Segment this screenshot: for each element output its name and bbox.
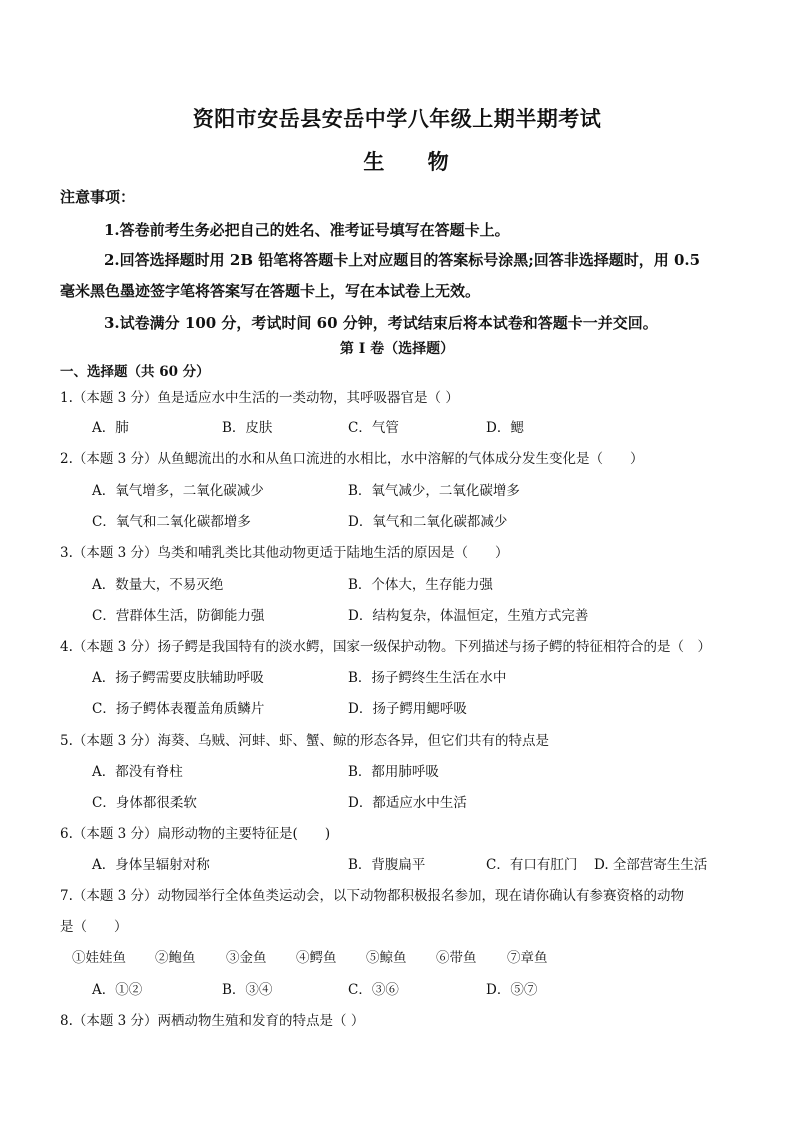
question-7-animal-1: ①娃娃鱼	[72, 950, 126, 966]
question-3-option-a: A．数量大，不易灭绝	[92, 577, 224, 593]
question-5-option-a: A．都没有脊柱	[92, 764, 183, 780]
question-2-option-d: D．氧气和二氧化碳都减少	[348, 514, 508, 530]
section-title: 一、选择题（共 60 分）	[60, 364, 210, 380]
question-7-stem-cont: 是（ ）	[60, 919, 128, 935]
question-5-option-b: B．都用肺呼吸	[348, 764, 439, 780]
question-5-option-d: D．都适应水中生活	[348, 795, 467, 811]
question-4-option-a: A．扬子鳄需要皮肤辅助呼吸	[92, 670, 264, 686]
question-5-option-c: C．身体都很柔软	[92, 795, 197, 811]
part-title: 第 I 卷（选择题）	[339, 341, 455, 357]
subject-title: 生 物	[363, 149, 467, 174]
question-3-stem: 3.（本题 3 分）鸟类和哺乳类比其他动物更适于陆地生活的原因是（ ）	[60, 545, 509, 561]
question-4-option-b: B．扬子鳄终生生活在水中	[348, 670, 507, 686]
question-7-animal-3: ③金鱼	[226, 950, 267, 966]
question-3-option-c: C．营群体生活，防御能力强	[92, 608, 265, 624]
notice-item-3: 3.试卷满分 100 分，考试时间 60 分钟，考试结束后将本试卷和答题卡一并交回。	[104, 314, 658, 332]
notice-item-2-cont: 毫米黑色墨迹签字笔将答案写在答题卡上，写在本试卷上无效。	[60, 282, 481, 300]
question-2-stem: 2.（本题 3 分）从鱼鳃流出的水和从鱼口流进的水相比，水中溶解的气体成分发生变化是（ ）	[60, 451, 644, 467]
question-8-stem: 8.（本题 3 分）两栖动物生殖和发育的特点是（ ）	[60, 1013, 365, 1029]
question-5-stem: 5.（本题 3 分）海葵、乌贼、河蚌、虾、蟹、鲸的形态各异，但它们共有的特点是	[60, 733, 550, 749]
question-7-stem: 7.（本题 3 分）动物园举行全体鱼类运动会，以下动物都积极报名参加，现在请你确认有参赛资格的动物	[60, 888, 685, 904]
question-7-animal-5: ⑤鲸鱼	[366, 950, 407, 966]
question-3-option-d: D．结构复杂，体温恒定，生殖方式完善	[348, 608, 589, 624]
question-3-option-b: B．个体大，生存能力强	[348, 577, 493, 593]
question-1-option-d: D．鳃	[486, 420, 524, 436]
question-7-option-c: C．③⑥	[348, 982, 399, 998]
question-1-option-a: A．肺	[92, 420, 129, 436]
question-4-stem: 4.（本题 3 分）扬子鳄是我国特有的淡水鳄，国家一级保护动物。下列描述与扬子鳄的特征相符合的是（ ）	[60, 639, 712, 655]
question-7-animal-4: ④鳄鱼	[296, 950, 337, 966]
question-1-option-c: C．气管	[348, 420, 399, 436]
question-7-animal-2: ②鲍鱼	[155, 950, 196, 966]
question-7-animal-7: ⑦章鱼	[507, 950, 548, 966]
question-2-option-c: C．氧气和二氧化碳都增多	[92, 514, 251, 530]
notice-heading: 注意事项：	[60, 188, 136, 206]
question-6-option-b: B．背腹扁平	[348, 857, 426, 873]
question-1-option-b: B．皮肤	[222, 420, 273, 436]
question-4-option-d: D．扬子鳄用鳃呼吸	[348, 701, 467, 717]
question-4-option-c: C．扬子鳄体表覆盖角质鳞片	[92, 701, 265, 717]
question-1-stem: 1.（本题 3 分）鱼是适应水中生活的一类动物，其呼吸器官是（ ）	[60, 390, 459, 406]
question-7-option-d: D．⑤⑦	[486, 982, 538, 998]
question-6-option-d: D. 全部营寄生生活	[594, 857, 708, 873]
exam-title: 资阳市安岳县安岳中学八年级上期半期考试	[192, 106, 602, 131]
question-7-animal-6: ⑥带鱼	[436, 950, 477, 966]
question-6-stem: 6.（本题 3 分）扁形动物的主要特征是( )	[60, 826, 331, 842]
question-2-option-a: A．氧气增多，二氧化碳减少	[92, 483, 264, 499]
question-6-option-c: C．有口有肛门	[486, 857, 578, 873]
question-2-option-b: B．氧气减少，二氧化碳增多	[348, 483, 520, 499]
question-6-option-a: A．身体呈辐射对称	[92, 857, 210, 873]
notice-item-2: 2.回答选择题时用 2B 铅笔将答题卡上对应题目的答案标号涂黑;回答非选择题时，用 0.5	[104, 251, 701, 269]
notice-item-1: 1.答卷前考生务必把自己的姓名、准考证号填写在答题卡上。	[104, 221, 510, 239]
question-7-option-b: B．③④	[222, 982, 273, 998]
question-7-option-a: A．①②	[92, 982, 143, 998]
